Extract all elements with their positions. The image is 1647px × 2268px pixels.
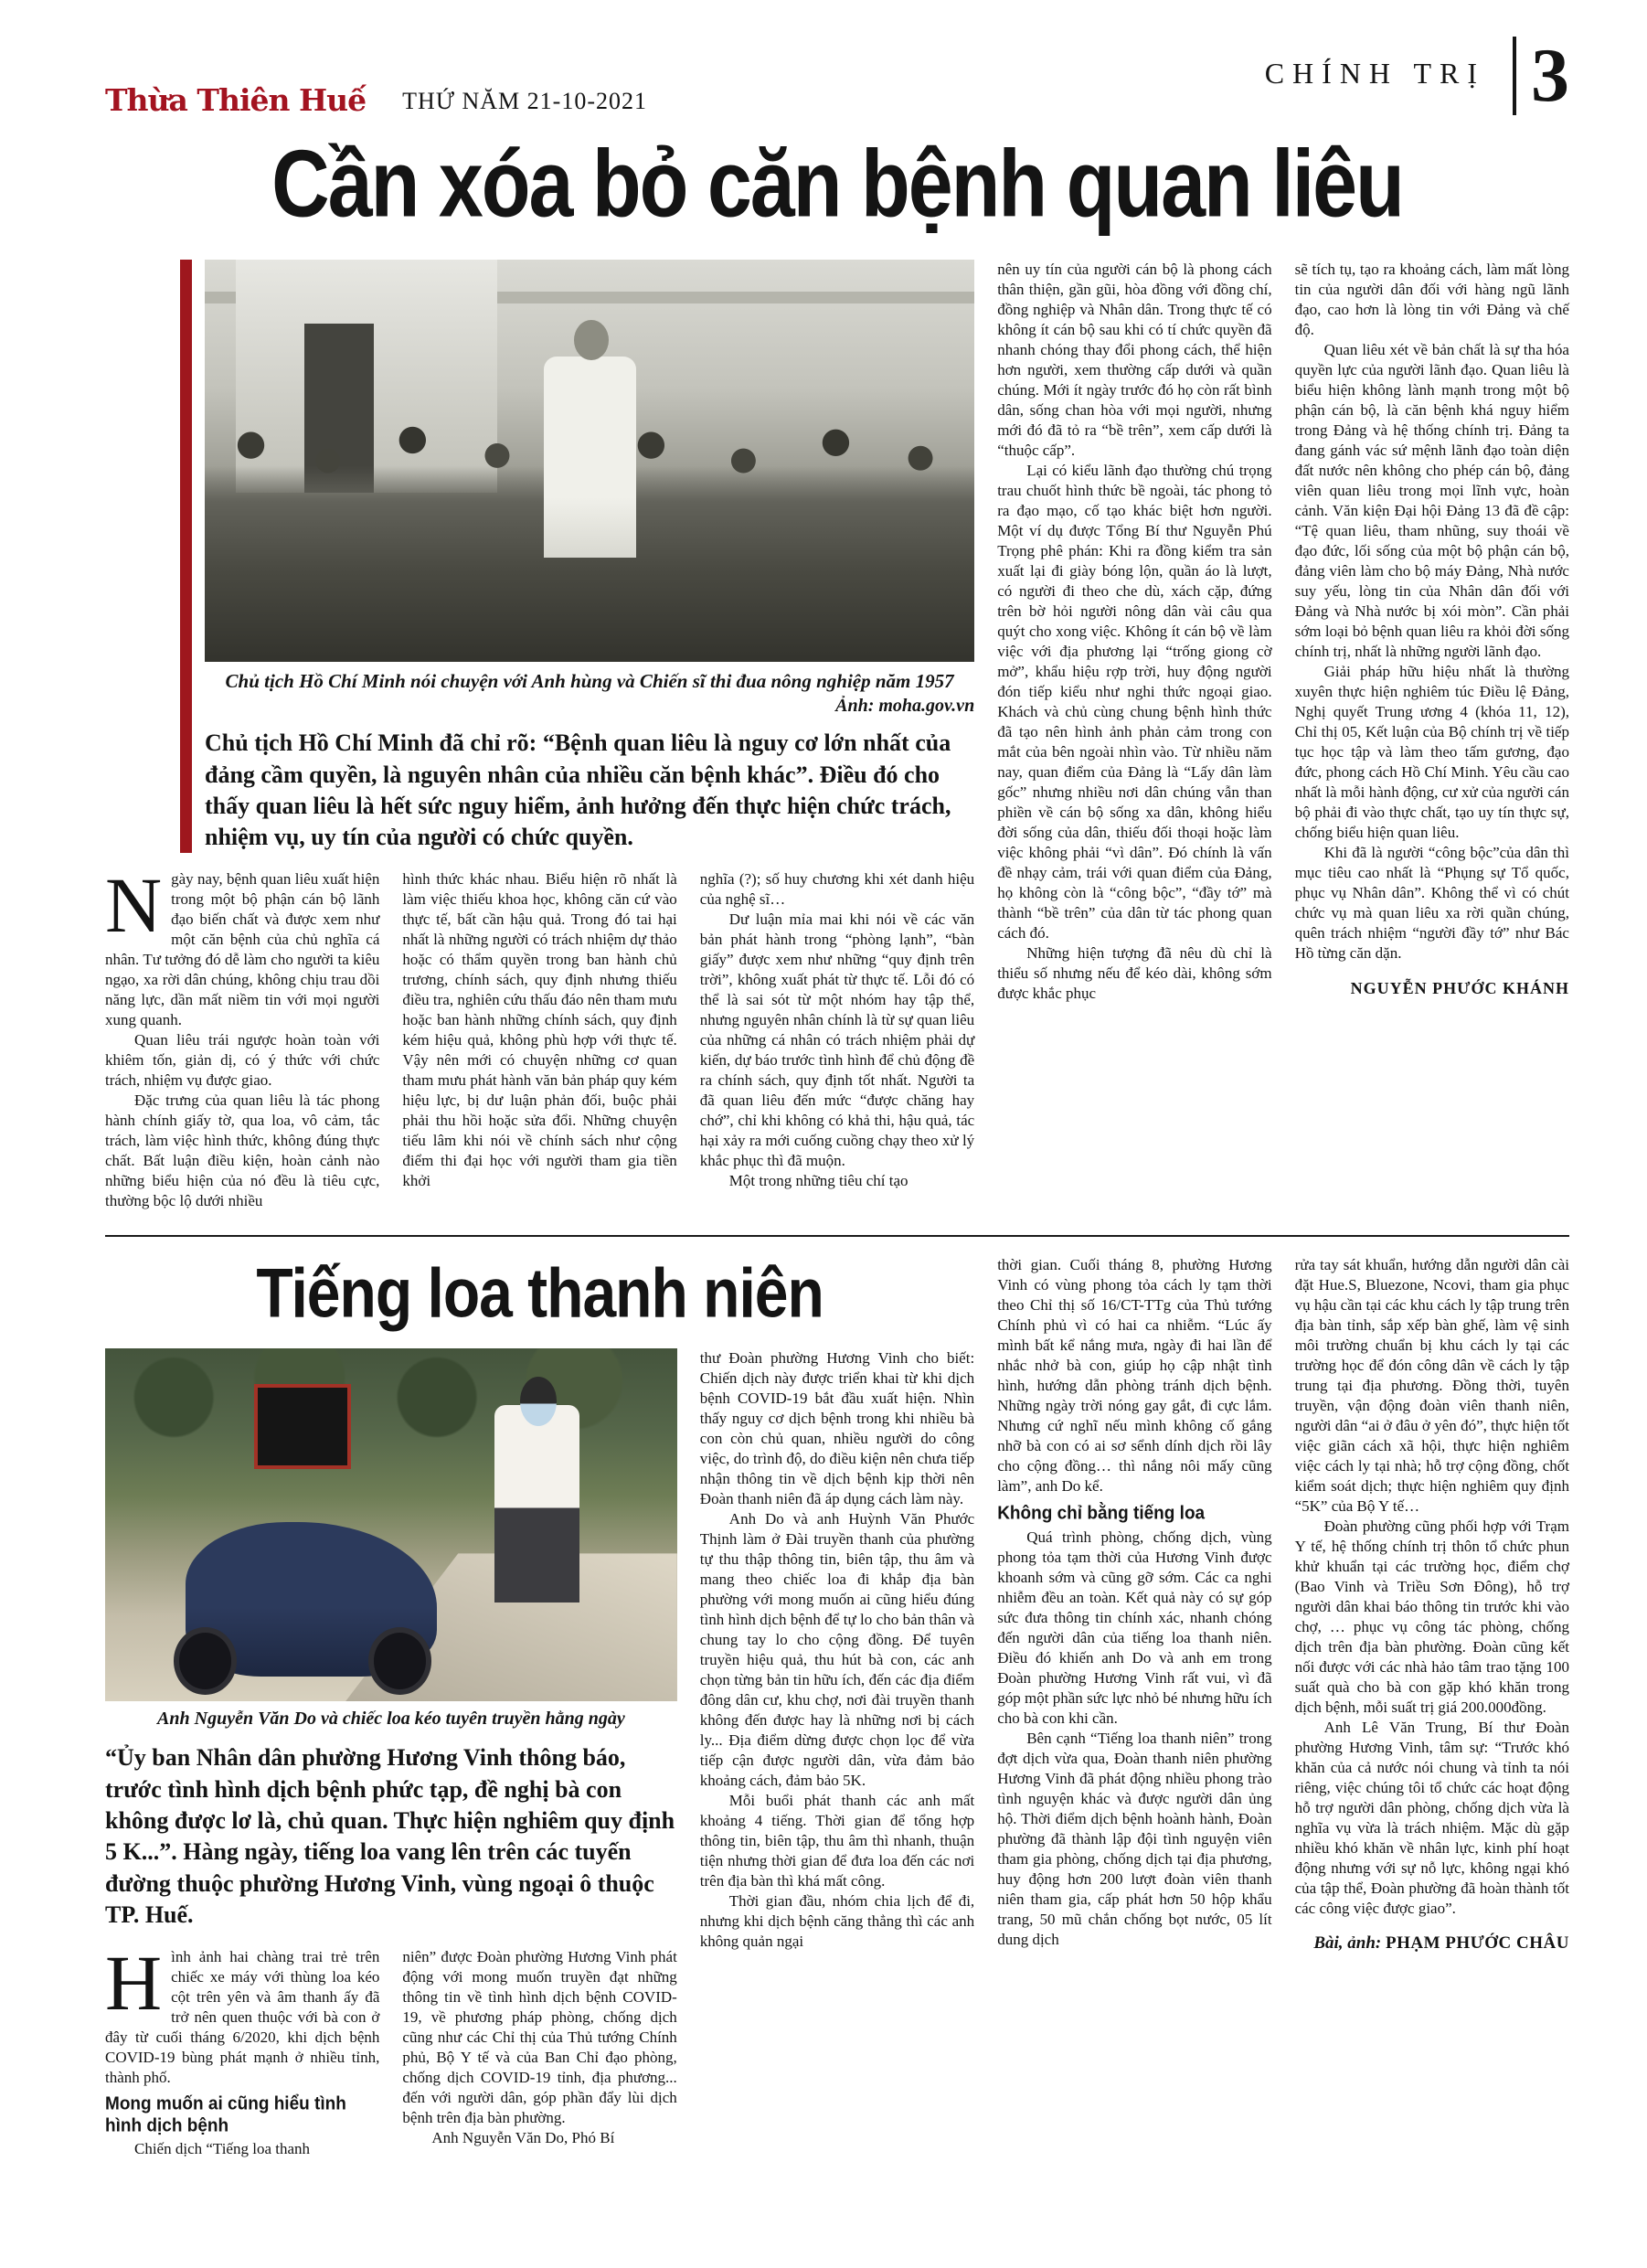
paragraph: Hình ảnh hai chàng trai trẻ trên chiếc xe máy với thùng loa kéo cột trên yên và âm thanh ấy đã trở nên quen thuộc với bà con ở đây từ cuối tháng 6/2020, khi dịch bệnh COVID-19 bùng phát mạnh ở nhiều tỉnh, thành phố. [105,1939,380,2087]
article1-column-2 [402,869,676,1211]
red-accent-bar [180,260,192,853]
paragraph: Anh Do và anh Huỳnh Văn Phước Thịnh làm ở Đài truyền thanh của phường tự thu thập thông tin, biên tập, thu âm và mang theo chiếc loa đi khắp địa bàn phường với mong muốn ai cũng hiểu đúng tình hình dịch bệnh để tự lo cho bản thân và chung tay lo cho cộng đồng. Để tuyên truyền hiệu quả, thu hút bà con, các anh chọn từng bản tin hữu ích, đến các địa điểm đông dân cư, khu chợ, nơi đài truyền thanh không đến được hay là những nơi bị cách ly... Địa điểm dừng được chọn lọc để vừa tiếp cận được người dân, vừa đảm bảo khoảng cách, đảm bảo 5K. [699,1510,975,1790]
issue-date: THỨ NĂM 21-10-2021 [402,88,647,115]
paragraph: Bên cạnh “Tiếng loa thanh niên” trong đợt dịch vừa qua, Đoàn thanh niên phường Hương Vinh đã phát động nhiều phong trào tình nguyện khác và được người dân ủng hộ. Thời điểm dịch bệnh hoành hành, Đoàn phường đã thành lập đội tình nguyện viên tham gia phòng, chống dịch tại địa phương, huy động hơn 200 lượt đoàn viên thanh niên tham gia, cấp phát hơn 50 hộp khẩu trang, 50 mũ chắn chống bọt nước, 05 lít dung dịch [997,1730,1272,1949]
motorbike-front-wheel [174,1627,237,1694]
man-in-white-shirt [494,1405,580,1603]
article2-column-3 [700,1348,974,2159]
photo-man-with-loudspeaker-motorbike [105,1348,677,1701]
article2-column-2 [402,1947,676,2159]
article1-column-4 [997,260,1271,1211]
article2-column-5-text [1295,1255,1569,1919]
paragraph: hình thức khác nhau. Biểu hiện rõ nhất là làm việc thiếu khoa học, không căn cứ vào thực tế, bất cần hậu quả. Trong đó tai hại nhất là những người có trách nhiệm dự thảo hoặc có thẩm quyền trong ban hành chủ trương, chính sách, quy định nhưng thiếu điều tra, nghiên cứu thấu đáo nên tham mưu hoặc ban hành những chính sách, quy định kém hiệu quả, không phù hợp với thực tế. Vậy nên mới có chuyện những cơ quan tham mưu phát hành văn bản pháp quy kém hiệu lực, bị dư luận phản đối, buộc phải phải thu hồi hoặc sửa đổi. Những chuyện tiếu lâm khi nói về chính sách như cộng điểm thi đại học với người tham gia tiền khởi [402,870,677,1190]
article2-byline-label: Bài, ảnh: [1313,1933,1382,1954]
article2-column-4 [997,1255,1271,2159]
central-figure-head [574,320,609,360]
drop-cap: N [105,861,163,950]
article2-quote-lede: “Ủy ban Nhân dân phường Hương Vinh thông báo, trước tình hình dịch bệnh phức tạp, đề nghị bà con không được lơ là, chủ quan. Thực hiện nghiêm quy định 5 K...”. Hàng ngày, tiếng loa vang lên trên các tuyến đường thuộc phường Hương Vinh, vùng ngoại ô thuộc TP. Huế. [105,1744,675,1928]
article1 [105,260,1569,1211]
central-figure [544,357,636,558]
article2-column-1 [105,1939,380,2159]
paragraph: Quan liêu trái ngược hoàn toàn với khiêm tốn, giản dị, có ý thức với chức trách, nhiệm vụ được giao. [105,1031,380,1090]
article1-photo-credit: Ảnh: moha.gov.vn [835,696,975,717]
paragraph: Lại có kiểu lãnh đạo thường chú trọng trau chuốt hình thức bề ngoài, tác phong tỏ ra đạo mạo, cố tạo khác biệt hơn người. Một ví dụ được Tổng Bí thư Nguyễn Phú Trọng phê phán: Khi ra đồng kiểm tra sản xuất lại đi giày bóng lộn, quần áo là lượt, có người đi theo che dù, xách cặp, đứng trên bờ hỏi người nông dân vài câu qua quýt cho xong việc. Không ít cán bộ về làm việc với địa phương lại “trống giong cờ mở”, khẩu hiệu rợp trời, huy động người đón tiếp kiểu như nghi thức ngoại giao. Khách và chủ cùng chung bệnh hình thức đã tạo nên hình ảnh phản cảm trong con mắt của bên ngoài nhìn vào. Từ nhiều năm nay, quan điểm của Đảng là “Lấy dân làm gốc” nhưng nhiều nơi dân chúng vẫn than phiền về cán bộ sống xa dân, không hiểu đời sống của dân, thiếu đối thoại hoặc làm việc không phải “vì dân”. Đó chính là vấn đề nhạy cảm, trái với quan điểm của Đảng, họ không còn là “công bộc”, “đầy tớ” mà thành “bề trên” của dân từ tác phong quan cách đó. [997,462,1272,942]
page-number: 3 [1531,33,1569,119]
paragraph: sẽ tích tụ, tạo ra khoảng cách, làm mất lòng tin của người dân đối với hàng ngũ lãnh đạo, cao hơn là lòng tin với Đảng và chế độ. [1294,261,1569,338]
paragraph: Khi đã là người “công bộc”của dân thì mục tiêu cao nhất là “Phụng sự Tổ quốc, phục vụ Nhân dân”. Không thể vì có chút chức vụ mà quan liêu xa rời quần chúng, quên trách nhiệm “người đầy tớ” như Bác Hồ từng căn dặn. [1294,844,1569,962]
article1-photo-caption: Chủ tịch Hồ Chí Minh nói chuyện với Anh hùng và Chiến sĩ thi đua nông nghiệp năm 1957 [225,670,954,692]
paragraph: Một trong những tiêu chí tạo [728,1172,909,1190]
loudspeaker-box [254,1384,351,1469]
photo-ho-chi-minh-with-farmers [205,260,974,662]
paragraph: Đoàn phường cũng phối hợp với Trạm Y tế, hệ thống chính trị thôn tổ chức phun khử khuẩn tại các trường học, điểm chợ (Bao Vinh và Triều Sơn Đông), hỗ trợ người dân khai báo thông tin trước khi vào chợ, … phục vụ công tác phòng, chống dịch trên địa bàn phường. Đoàn cũng kết nối được với các nhà hảo tâm trao tặng 100 suất quà cho bà con gặp khó khăn trong dịch bệnh, mỗi suất trị giá 200.000đồng. [1294,1517,1569,1717]
article1-photo-zone [205,260,974,853]
article-divider-rule [105,1235,1569,1237]
article1-photo-section [105,260,974,853]
paragraph: Những hiện tượng đã nêu dù chỉ là thiểu số nhưng nếu để kéo dài, không sớm được khắc phục [997,944,1272,1002]
article2-byline [1295,1933,1569,1954]
paragraph: niên” được Đoàn phường Hương Vinh phát động với mong muốn truyền đạt những thông tin về tình hình dịch bệnh COVID-19, về phương pháp phòng, chống dịch cũng như các Chỉ thị của Thủ tướng Chính phủ, Bộ Y tế và của Ban Chỉ đạo phòng, chống dịch COVID-19 tỉnh, địa phương... đến với người dân, góp phần đẩy lùi dịch bệnh trên địa bàn phường. [402,1948,677,2127]
article1-column-1 [105,861,380,1211]
paragraph: Anh Lê Văn Trung, Bí thư Đoàn phường Hương Vinh, tâm sự: “Trước khó khăn của cả nước nói chung và tỉnh ta nói riêng, việc chúng tôi tổ chức các hoạt động hỗ trợ người dân phòng, chống dịch vừa là nghĩa vụ vừa là trách nhiệm. Mặc dù gặp nhiều khó khăn về nhân lực, kinh phí hoạt động nhưng với sự nỗ lực, không ngại khó của tập thể, Đoàn phường đã hoàn thành tốt các công việc được giao”. [1294,1719,1569,1918]
article2-photo-caption: Anh Nguyễn Văn Do và chiếc loa kéo tuyên truyền hằng ngày [157,1709,625,1730]
section-block [1264,33,1569,119]
paragraph: Dư luận mỉa mai khi nói về các văn bản phát hành trong “phòng lạnh”, “bàn giấy” được xem như những “quy định trên trời”, không xuất phát từ thực tế. Lỗi đó có thể là sai sót từ một nhóm hay tập thể, nhưng nguyên nhân chính là từ sự quan liêu của những cá nhân có trách nhiệm phải dự kiến, dự báo trước tình hình để chủ động đề ra chính sách, quy định tốt nhất. Người ta đã quan liêu đến mức “được chăng hay chớ”, chỉ khi không có khả thi, hậu quả, tác hại xảy ra mới cuống cuồng chạy theo xử lý khắc phục thì đã muộn. [699,910,975,1170]
paragraph: nghĩa (?); số huy chương khi xét danh hiệu của nghệ sĩ… [699,870,975,909]
paragraph: thư Đoàn phường Hương Vinh cho biết: Chiến dịch này được triển khai từ khi dịch bệnh COVID-19 bắt đầu xuất hiện. Nhìn thấy nguy cơ dịch bệnh trong khi nhiều bà con còn chủ quan, nhiều người do công việc, do trình độ, do điều kiện nên chưa tiếp nhận thông tin về dịch bệnh kịp thời nên Đoàn thanh niên đã áp dụng cách làm này. [699,1349,975,1508]
article1-lede: Chủ tịch Hồ Chí Minh đã chỉ rõ: “Bệnh quan liêu là nguy cơ lớn nhất của đảng cầm quyền, là nguyên nhân của nhiều căn bệnh khác”. Điều đó cho thấy quan liêu là hết sức nguy hiểm, ảnh hưởng đến thực hiện chức trách, nhiệm vụ, uy tín của người có chức quyền. [205,729,951,851]
paragraph: Quá trình phòng, chống dịch, vùng phong tỏa tạm thời của Hương Vinh được khoanh sớm và cũng gỡ sớm. Các ca nghi nhiễm đều an toàn. Kết quả này có sự góp sức đưa thông tin chính xác, nhanh chóng đến người dân của tiếng loa thanh niên. Điều đó khiến anh Do và anh em trong Đoàn phường Hương Vinh rất vui, vì đã góp một phần sức lực nhỏ bé nhưng hữu ích cho bà con khi cần. [997,1528,1272,1728]
paragraph: Mỗi buổi phát thanh các anh mất khoảng 4 tiếng. Thời gian để tổng hợp thông tin, biên tập, thu âm thì nhanh, thuận tiện nhưng thời gian để đưa loa đến các nơi trên địa bàn thì khá mất công. [699,1792,975,1890]
trees-foliage [105,1348,677,1511]
byline: NGUYỄN PHƯỚC KHÁNH [1350,979,1569,997]
article1-column-3 [700,869,974,1211]
article2-left-block [105,1348,677,2159]
section-title: CHÍNH TRỊ [1264,57,1485,90]
subhead: Không chỉ bằng tiếng loa [997,1503,1206,1525]
article2-byline-name: PHẠM PHƯỚC CHÂU [1385,1933,1569,1954]
paragraph: nên uy tín của người cán bộ là phong cách thân thiện, gần gũi, hòa đồng với đồng chí, đồng nghiệp và Nhân dân. Trong thực tế có không ít cán bộ sau khi có tí chức quyền đã nhanh chóng thay đổi phong cách, thể hiện hơn người, xem thường cấp dưới và quần chúng. Mới ít ngày trước đó họ còn rất bình dân, sống chan hòa với mọi người, nhưng mới đó đã tỏ ra “bề trên”, xem cấp dưới là “thuộc cấp”. [997,261,1272,459]
masthead-logo: Thừa Thiên Huế [105,82,367,118]
article2-body-columns [105,1939,677,2159]
article2 [105,1255,1569,2159]
paragraph: Giải pháp hữu hiệu nhất là thường xuyên thực hiện nghiêm túc Điều lệ Đảng, Nghị quyết Trung ương 4 (khóa 11, 12), Chỉ thị 05, Kết luận của Bộ chính trị về tiếp tục học tập và làm theo tấm gương, đạo đức, phong cách Hồ Chí Minh. Yêu cầu cao nhất là mỗi hành động, cư xử của người cán bộ phải đi vào thực chất, tạo uy tín thực sự, chống biểu hiện quan liêu. [1294,663,1569,841]
paragraph: rửa tay sát khuẩn, hướng dẫn người dân cài đặt Hue.S, Bluezone, Ncovi, tham gia phục vụ hậu cần tại các khu cách ly tập trung trên địa bàn tỉnh, sắp xếp bàn ghế, làm vệ sinh môi trường chuẩn bị khu cách ly tại các trường học để đón công dân về cách ly tập trung tại địa phương. Đồng thời, tuyên truyền, vận động đoàn viên thanh niên, người dân “ai ở đâu ở yên đó”, thực hiện tốt việc giãn cách xã hội, thực hiện nghiêm việc cách ly tại nhà; hỗ trợ cộng đồng, chốt kiểm soát dịch; thực hiện nghiêm quy định “5K” của Bộ Y tế… [1294,1256,1569,1516]
paragraph: Ngày nay, bệnh quan liêu xuất hiện trong một bộ phận cán bộ lãnh đạo biến chất và được xem như một căn bệnh của chủ nghĩa cá nhân. Tư tưởng đó dễ làm cho người ta kiêu ngạo, xa rời dân chúng, không chịu trau dồi năng lực, dần mất niềm tin với mọi người xung quanh. [105,861,380,1029]
paragraph: Thời gian đầu, nhóm chia lịch để đi, nhưng khi dịch bệnh căng thẳng thì các anh không quản ngại [699,1892,975,1951]
page-header [105,31,1569,119]
paragraph: Quan liêu xét về bản chất là sự tha hóa quyền lực của người lãnh đạo. Quan liêu là biểu hiện không lành mạnh trong một bộ phận cán bộ, là căn bệnh khá nguy hiểm trong Đảng và hệ thống chính trị. Đảng ta đang gánh vác sứ mệnh lãnh đạo toàn diện đất nước nên không cho phép cán bộ, đảng viên quan liêu trong mọi lĩnh vực, hoàn cảnh. Văn kiện Đại hội Đảng 13 đã đề cập: “Tệ quan liêu, tham nhũng, suy thoái về đạo đức, lối sống của một bộ phận cán bộ, đảng viên làm cho bộ máy Đảng, Nhà nước suy yếu, lòng tin của Nhân dân đối với Đảng và Nhà nước bị xói mòn”. Cần phải sớm loại bỏ bệnh quan liêu ra khỏi đời sống chính trị, nhất là những người lãnh đạo. [1294,341,1569,660]
paragraph: Chiến dịch “Tiếng loa thanh [134,2140,311,2157]
article1-column-5 [1295,260,1569,1211]
article1-headline: Cần xóa bỏ căn bệnh quan liêu [271,130,1403,237]
page-number-rule [1513,37,1516,115]
drop-cap: H [105,1939,163,2028]
article2-headline: Tiếng loa thanh niên [256,1253,824,1332]
article1-left-block [105,260,974,1211]
paragraph: Đặc trưng của quan liêu là tác phong hành chính giấy tờ, qua loa, vô cảm, tắc trách, làm việc hình thức, không đúng thực chất. Bất luận điều kiện, hoàn cảnh nào những biểu hiện của nó đều là tiêu cực, thường bộc lộ dưới nhiều [105,1091,380,1210]
article1-body-columns [105,861,975,1211]
motorbike-rear-wheel [368,1627,431,1694]
article2-column-5 [1295,1255,1569,2159]
subhead: Mong muốn ai cũng hiểu tình hình dịch bệnh [105,2093,346,2136]
paragraph: thời gian. Cuối tháng 8, phường Hương Vinh có vùng phong tỏa cách ly tạm thời theo Chỉ thị số 16/CT-TTg của Thủ tướng Chính phủ vì có hai ca nhiễm. “Lúc ấy mình bất kể nắng mưa, ngày đi hai lần để nhắc nhở bà con, giúp họ cập nhật tình hình, hướng dẫn phòng tránh dịch bệnh. Những ngày trời nóng gay gắt, đi cực lắm. Nhưng cứ nghĩ nếu mình không cố gắng nhỡ bà con có ai sơ sểnh dính dịch rồi lây cho cộng đồng… thì nắng nôi mấy cũng làm”, anh Do kể. [997,1256,1272,1496]
paragraph: Anh Nguyễn Văn Do, Phó Bí [431,2129,615,2147]
